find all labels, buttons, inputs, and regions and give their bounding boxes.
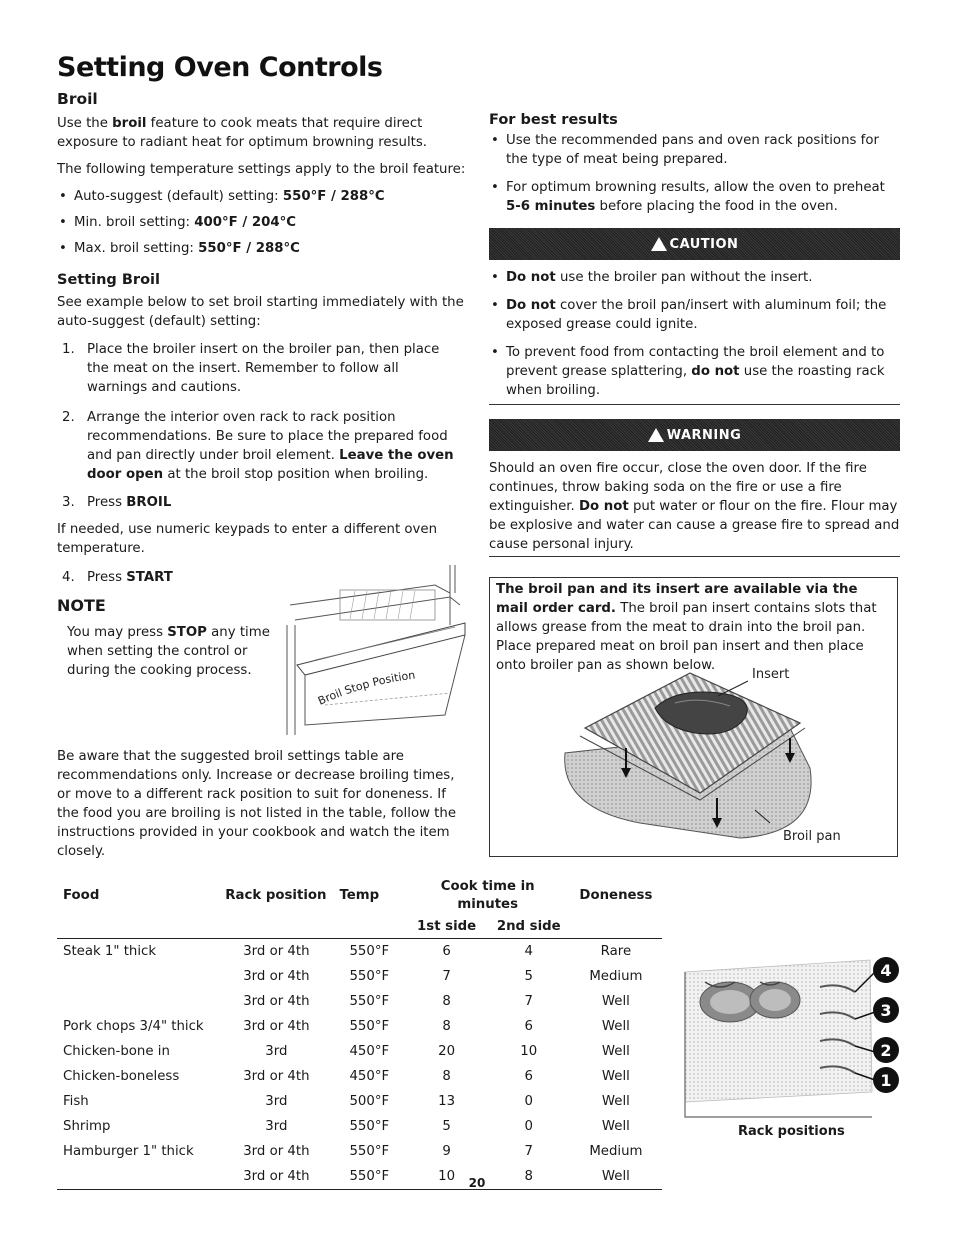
page-number: 20 [468,1176,486,1190]
cell-done: Well [570,1164,662,1190]
cell-s2: 6 [524,1019,533,1034]
list-item: • To prevent food from contacting the broil element and to prevent grease splattering, do not use the roasting rack when broiling. [489,343,900,400]
warning-icon [648,428,664,442]
cell-s1: 20 [438,1044,456,1059]
list-item: • For optimum browning results, allow the oven to preheat 5-6 minutes before placing the food in the oven. [489,178,900,216]
cell-s1: 5 [442,1119,451,1134]
cell-food: Hamburger 1" thick [63,1144,194,1159]
cell-food: Steak 1" thick [63,944,157,959]
rack-2-badge [873,1037,899,1063]
table-row [57,1139,662,1164]
broil-heading: Broil [57,90,98,108]
cell-temp: 550°F [349,1119,390,1134]
cell-temp: 500°F [349,1094,390,1109]
list-item: • Use the recommended pans and oven rack positions for the type of meat being prepared. [489,131,900,169]
col-rack: Rack position [225,888,327,903]
rack-3-badge [873,997,899,1023]
col-food: Food [63,888,100,903]
cell-rack: 3rd or 4th [243,944,310,959]
cell-s1: 8 [442,1069,451,1084]
steps-list [57,340,469,512]
cell-rack: 3rd or 4th [243,969,310,984]
list-item: • Do not use the broiler pan without the insert. [489,268,900,287]
broil-pan-illustration [490,578,897,856]
list-item: • Do not cover the broil pan/insert with aluminum foil; the exposed grease could ignite. [489,296,900,334]
warning-icon [651,237,667,251]
col-temp: Temp [339,888,380,903]
cell-done: Well [601,1069,630,1084]
rack-2-number: 2 [880,1041,892,1060]
cell-rack: 3rd [265,1119,288,1134]
keypad-note: If needed, use numeric keypads to enter a different oven temperature. [57,522,437,556]
insert-label: Insert [752,667,790,682]
door-label: Broil Stop Position [315,668,416,708]
cell-s2: 7 [524,1144,533,1159]
list-item: • Auto-suggest (default) setting: 550°F / 288°C [57,187,469,206]
list-item: • Max. broil setting: 550°F / 288°C [57,239,469,258]
cell-s2: 0 [524,1119,533,1134]
table-row [57,1014,662,1039]
note-text: You may press STOP any time when setting the control or during the cooking process. [67,625,270,678]
warning-divider [489,556,900,557]
broil-pan-text: The broil pan and its insert are available via the mail order card. The broil pan insert contains slots that allows grease from the meat to drain into the broil pan. Place prepared meat on broil pan insert and then place onto broiler pan as shown below. [496,582,877,673]
cell-s1: 10 [406,1164,488,1190]
table-row [57,989,662,1014]
cell-rack: 3rd [265,1094,288,1109]
cell-food [57,989,219,1014]
cell-temp: 550°F [333,1164,405,1190]
list-item: 2. Arrange the interior oven rack to rack position recommendations. Be sure to place the prepared food and pan directly under broil element. Leave the oven door open at the broil stop position when broiling. [62,410,454,482]
col-doneness: Doneness [579,888,653,903]
cell-s1: 6 [442,944,451,959]
cell-food: Shrimp [63,1119,111,1134]
warning-text: Should an oven fire occur, close the oven door. If the fire continues, throw baking soda on the fire or use a fire extinguisher. Do not put water or flour on the fire. Flour may be explosive and water can cause a grease fire to spread and cause personal injury. [489,461,900,552]
list-item: • Min. broil setting: 400°F / 204°C [57,213,469,232]
caution-divider [489,404,900,405]
cell-food: Chicken-bone in [63,1044,170,1059]
table-row [57,1039,662,1064]
cell-done: Well [601,994,630,1009]
warning-banner: WARNING [489,419,900,451]
setting-broil-heading: Setting Broil [57,272,160,288]
cell-temp: 550°F [349,1144,390,1159]
cell-temp: 450°F [349,1044,390,1059]
cell-food: Fish [63,1094,89,1109]
best-results-heading: For best results [489,112,618,128]
table-subheader-row [57,916,662,939]
rack-4-badge [873,957,899,983]
cell-rack: 3rd [265,1044,288,1059]
cell-done: Well [601,1044,630,1059]
cell-s2: 4 [524,944,533,959]
cell-s2: 10 [520,1044,538,1059]
rack-1-badge [873,1067,899,1093]
cell-s1: 7 [442,969,451,984]
cell-rack: 3rd or 4th [243,1069,310,1084]
temp-intro: The following temperature settings apply to the broil feature: [57,162,466,177]
cell-food [57,964,219,989]
rack-3-number: 3 [880,1001,892,1020]
broil-settings-table [57,876,662,1190]
cell-rack: 3rd or 4th [243,1019,310,1034]
table-row [57,964,662,989]
cell-done: Rare [600,944,632,959]
setting-broil-intro: See example below to set broil starting immediately with the auto-suggest (default) setting: [57,295,464,329]
table-body [57,939,662,1190]
list-item: 1. Place the broiler insert on the broiler pan, then place the meat on the insert. Remember to follow all warnings and cautions. [62,342,440,395]
cell-s2: 5 [524,969,533,984]
cell-rack: 3rd or 4th [243,1144,310,1159]
broil-pan-label: Broil pan [783,829,841,844]
suggested-settings-note: Be aware that the suggested broil settings table are recommendations only. Increase or decrease broiling times, or move to a different rack position to suit for doneness. If the food you are broiling is not listed in the table, follow the instructions provided in your cookbook and watch the item closely. [57,749,457,859]
table-row [57,1114,662,1139]
cell-rack: 3rd or 4th [219,1164,333,1190]
cell-done: Well [601,1019,630,1034]
cell-temp: 550°F [349,944,390,959]
cell-s1: 8 [442,1019,451,1034]
cell-rack: 3rd or 4th [243,994,310,1009]
table-row [57,1089,662,1114]
cell-s2: 0 [524,1094,533,1109]
cell-s2: 8 [488,1164,570,1190]
page-title: Setting Oven Controls [57,52,383,83]
cell-done: Medium [589,1144,643,1159]
cell-temp: 450°F [349,1069,390,1084]
cell-done: Well [601,1094,630,1109]
col-2nd-side: 2nd side [488,916,570,939]
rack-4-number: 4 [880,961,892,980]
cell-food: Pork chops 3/4" thick [63,1019,204,1034]
rack-positions-caption: Rack positions [738,1124,845,1139]
cell-s2: 6 [524,1069,533,1084]
table-header-row [57,876,662,916]
cell-s1: 9 [442,1144,451,1159]
oven-door-illustration [285,565,470,735]
caution-list [489,268,900,400]
right-column [489,112,900,571]
note-heading: NOTE [57,596,106,615]
cell-s1: 8 [442,994,451,1009]
list-item: 4. Press START [62,570,173,585]
cell-food: Chicken-boneless [63,1069,180,1084]
table-row [57,1064,662,1089]
col-cook-time: Cook time in minutes [440,879,535,912]
rack-positions-illustration [680,952,915,1122]
cell-done: Medium [589,969,643,984]
rack-1-number: 1 [880,1071,892,1090]
cell-done: Well [601,1119,630,1134]
list-item: 3. Press BROIL [62,495,172,510]
cell-temp: 550°F [349,994,390,1009]
cell-temp: 550°F [349,1019,390,1034]
table-row [57,939,662,965]
col-1st-side: 1st side [406,916,488,939]
broil-intro: Use the broil feature to cook meats that require direct exposure to radiant heat for optimum browning results. [57,116,428,150]
broil-settings-list [57,187,469,258]
best-results-list [489,131,900,216]
cell-s2: 7 [524,994,533,1009]
cell-temp: 550°F [349,969,390,984]
cell-s1: 13 [438,1094,456,1109]
caution-banner: CAUTION [489,228,900,260]
broil-pan-box [489,577,898,857]
